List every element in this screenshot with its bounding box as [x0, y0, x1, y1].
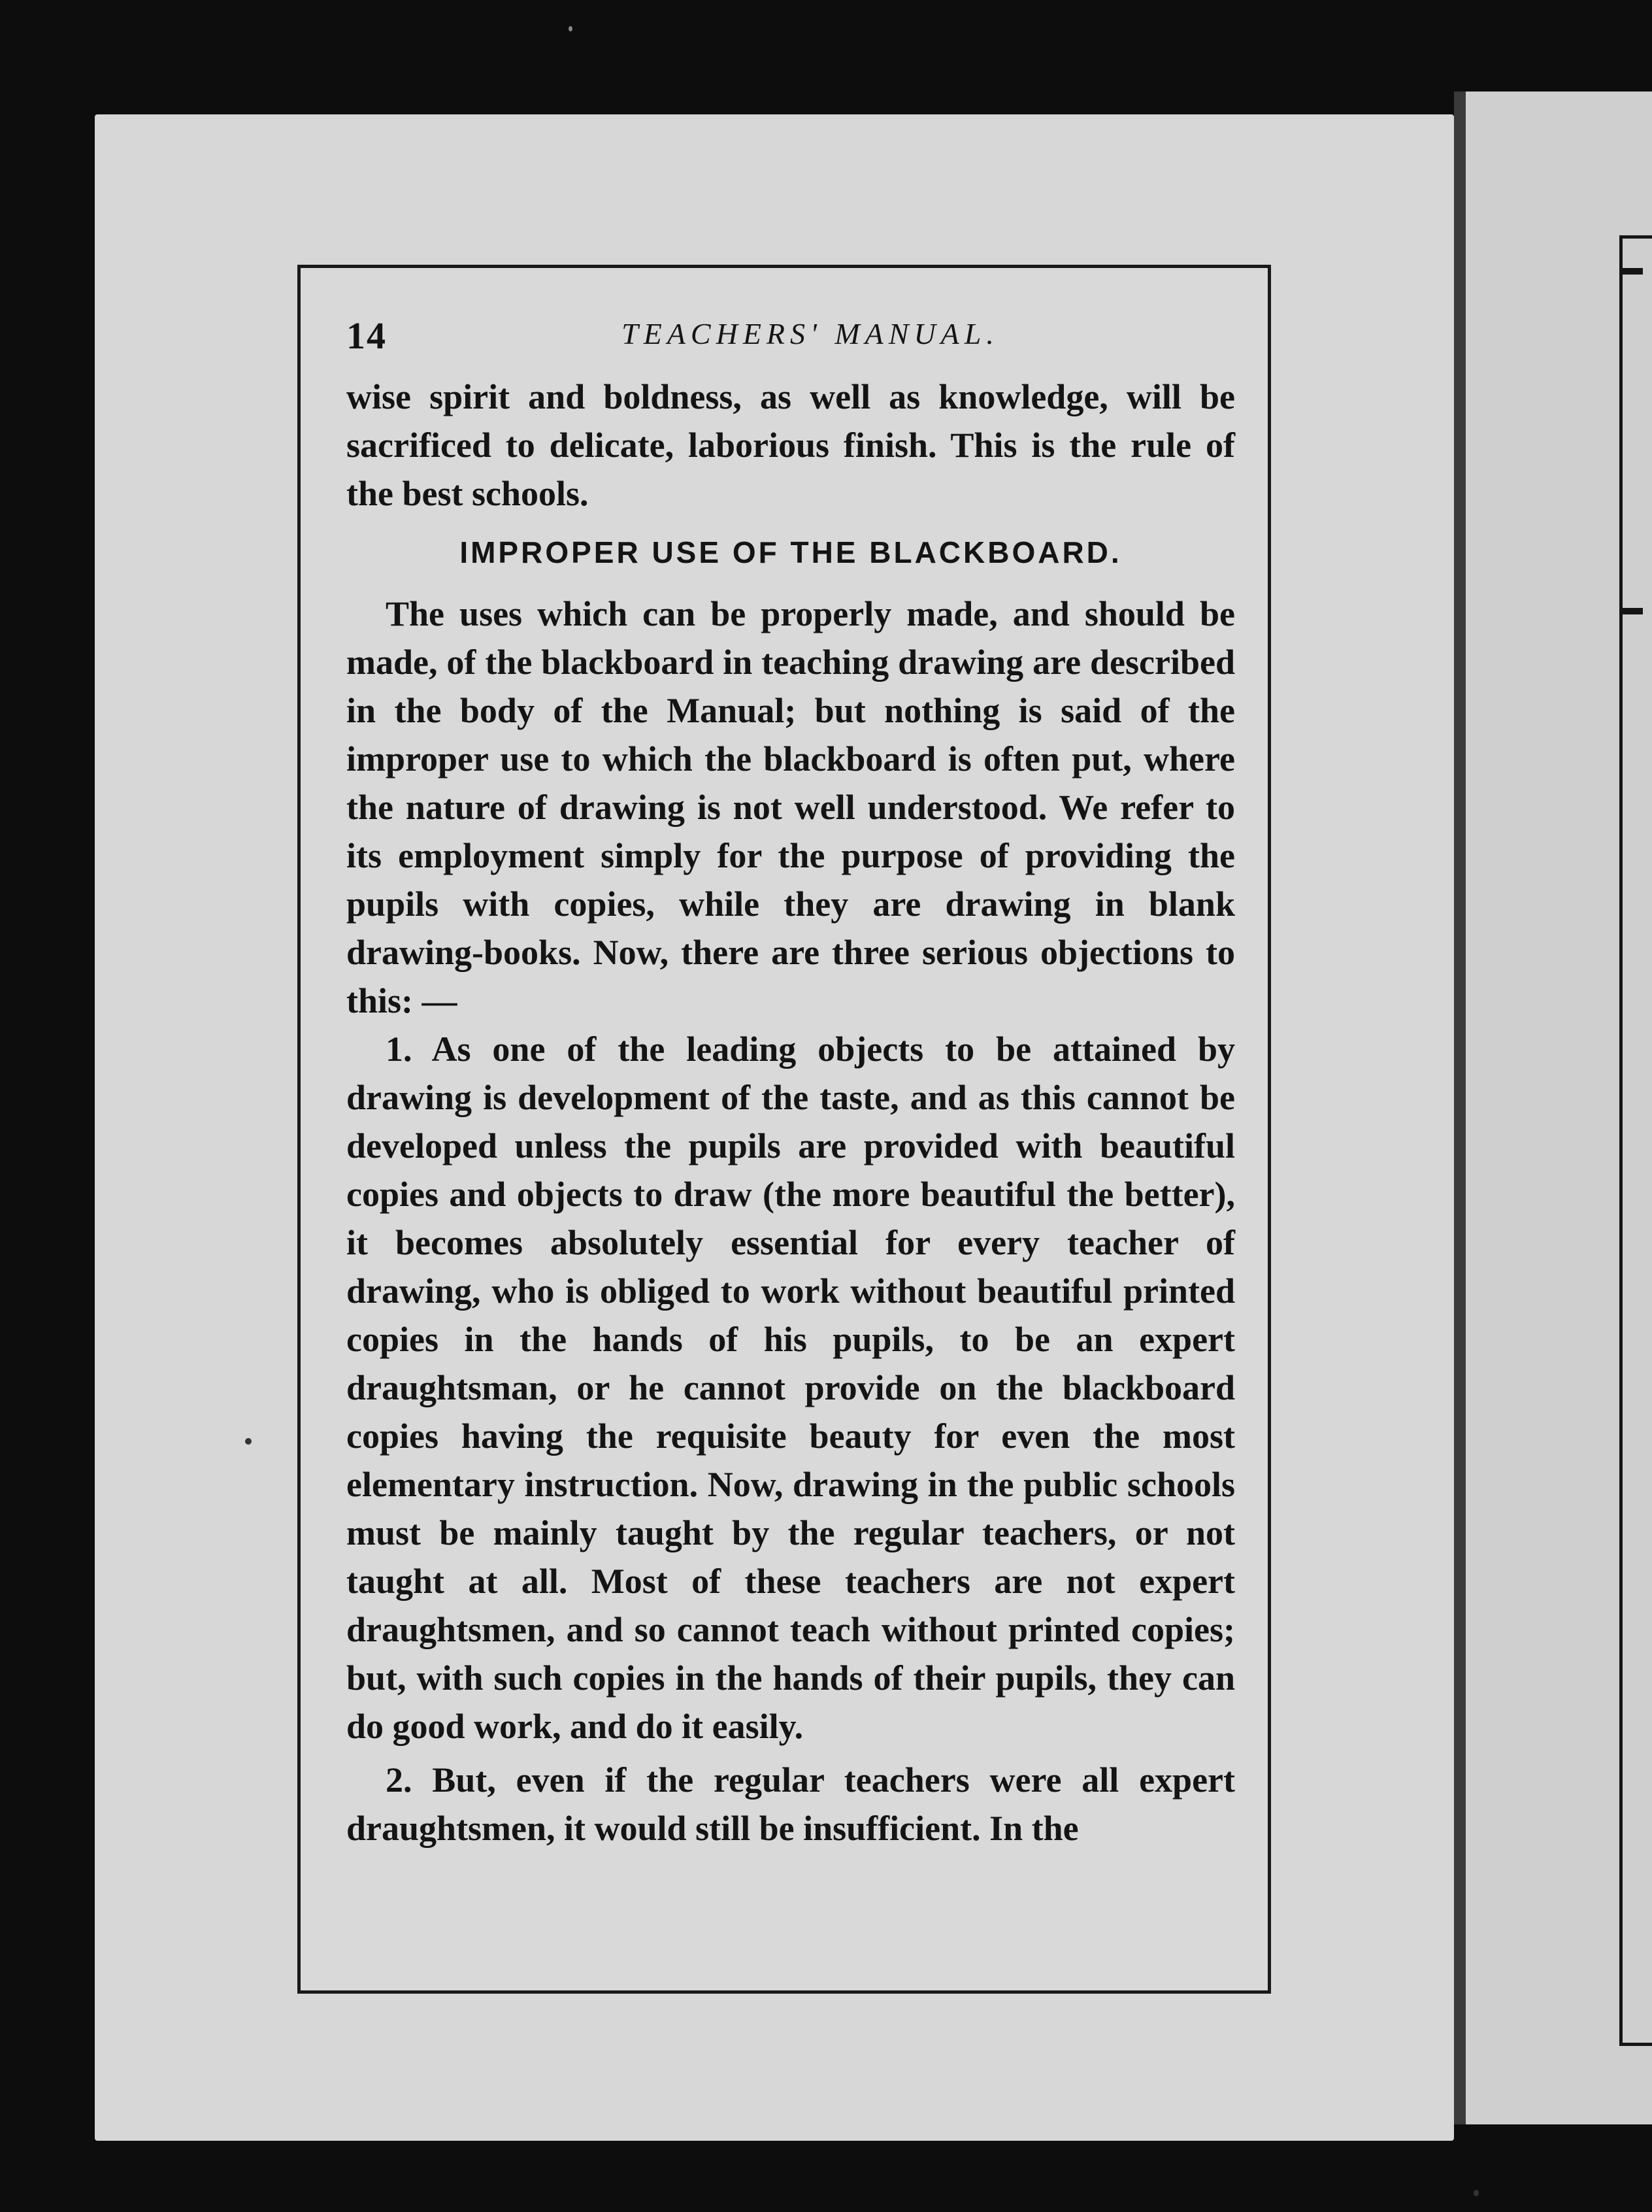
facing-page-frame [1619, 235, 1652, 2046]
page-number: 14 [346, 314, 387, 357]
paper-speck [1474, 2190, 1479, 2196]
paper-speck [569, 26, 572, 31]
facing-page-edge [1454, 92, 1652, 2124]
page-body [346, 373, 1235, 1852]
facing-page-mark [1619, 268, 1643, 275]
text-frame [297, 265, 1271, 1994]
running-title: TEACHERS' MANUAL. [621, 317, 999, 350]
continuation-paragraph: wise spirit and boldness, as well as knowledge, will be sacrificed to delicate, laborious finish. This is the rule of the best schools. [346, 377, 1235, 513]
paragraph: The uses which can be properly made, and should be made, of the blackboard in teaching drawing are described in the body of the Manual; but nothing is said of the improper use to which the blackboard is often put, where the nature of drawing is not well understood. We refer to its employment simply for the purpose of providing the pupils with copies, while they are drawing in blank drawing-books. Now, there are three serious objections to this: — [346, 594, 1235, 1020]
facing-page-mark [1619, 608, 1643, 614]
page-header [346, 314, 1248, 366]
paragraph: 1. As one of the leading objects to be attained by drawing is development of the taste, and as this cannot be developed unless the pupils are provided with beautiful copies and objects to draw (the more beautiful the better), it becomes absolutely essential for every teacher of drawing, who is obliged to work without beautiful printed copies in the hands of his pupils, to be an expert draughtsman, or he cannot provide on the blackboard copies having the requisite beauty for even the most elementary instruction. Now, drawing in the public schools must be mainly taught by the regular teachers, or not taught at all. Most of these teachers are not expert draughtsmen, and so cannot teach without printed copies; but, with such copies in the hands of their pupils, they can do good work, and do it easily. [346, 1030, 1235, 1746]
paragraph: 2. But, even if the regular teachers were all expert draughtsmen, it would still be insufficient. In the [346, 1760, 1235, 1848]
section-heading: IMPROPER USE OF THE BLACKBOARD. [459, 535, 1122, 569]
paper-speck [245, 1438, 252, 1445]
